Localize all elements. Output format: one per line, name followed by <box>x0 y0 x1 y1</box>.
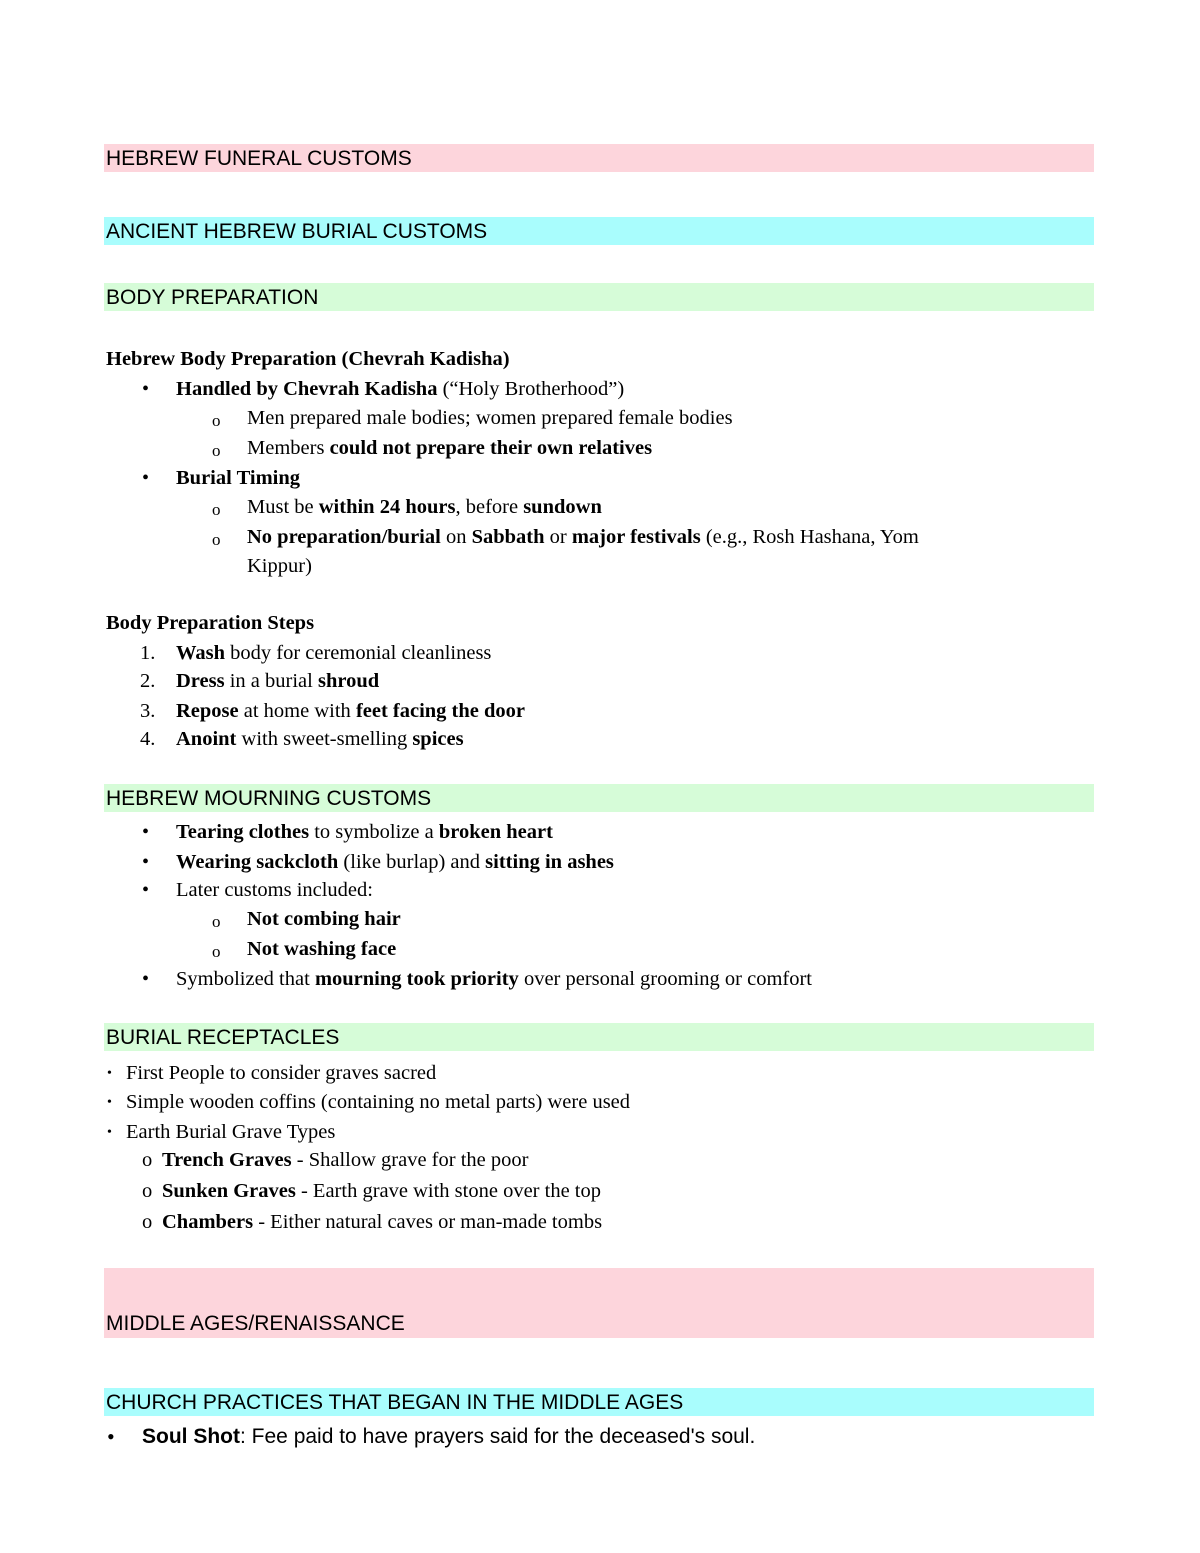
receptacle-grave-types: Earth Burial Grave Types <box>126 1121 336 1143</box>
step-number: 4. <box>140 728 156 750</box>
step-number: 1. <box>140 642 156 664</box>
mourning-not-washing-face: Not washing face <box>247 938 397 960</box>
bullet-glyph: • <box>142 821 150 843</box>
bullet-glyph: • <box>107 1424 115 1449</box>
steps-title: Body Preparation Steps <box>106 612 315 634</box>
sub-bullet-glyph: o <box>212 530 221 549</box>
sub-bullet-glyph: o <box>212 411 221 430</box>
heading-burial-receptacles: BURIAL RECEPTACLES <box>104 1023 1094 1051</box>
sub-bullet-glyph: o <box>212 500 221 519</box>
prep-sub-24-hours: Must be within 24 hours, before sundown <box>247 496 602 518</box>
grave-trench: Trench Graves - Shallow grave for the poor <box>162 1149 529 1171</box>
mourning-later-customs: Later customs included: <box>176 879 373 901</box>
circle-bullet-glyph: o <box>142 1149 153 1171</box>
mourning-sackcloth: Wearing sackcloth (like burlap) and sitting in ashes <box>176 851 614 873</box>
heading-body-preparation: BODY PREPARATION <box>104 283 1094 311</box>
step-repose: Repose at home with feet facing the door <box>176 700 526 722</box>
bullet-glyph: • <box>142 851 150 873</box>
prep-title: Hebrew Body Preparation (Chevrah Kadisha) <box>106 348 510 370</box>
small-bullet-glyph: • <box>107 1095 112 1110</box>
grave-sunken: Sunken Graves - Earth grave with stone over the top <box>162 1180 601 1202</box>
heading-church-practices: CHURCH PRACTICES THAT BEGAN IN THE MIDDLE AGES <box>104 1388 1094 1416</box>
circle-bullet-glyph: o <box>142 1211 153 1233</box>
step-number: 3. <box>140 700 156 722</box>
prep-sub-members: Members could not prepare their own relatives <box>247 437 653 459</box>
step-dress: Dress in a burial shroud <box>176 670 380 692</box>
step-wash: Wash body for ceremonial cleanliness <box>176 642 492 664</box>
prep-item-burial-timing: Burial Timing <box>176 467 300 489</box>
step-anoint: Anoint with sweet-smelling spices <box>176 728 464 750</box>
bullet-glyph: • <box>142 378 150 400</box>
sub-bullet-glyph: o <box>212 441 221 460</box>
mourning-not-combing-hair: Not combing hair <box>247 908 401 930</box>
circle-bullet-glyph: o <box>142 1180 153 1202</box>
step-number: 2. <box>140 670 156 692</box>
small-bullet-glyph: • <box>107 1066 112 1081</box>
heading-middle-ages-renaissance: MIDDLE AGES/RENAISSANCE <box>104 1268 1094 1338</box>
bullet-glyph: • <box>142 879 150 901</box>
prep-item-handled: Handled by Chevrah Kadisha (“Holy Brotherhood”) <box>176 378 625 400</box>
small-bullet-glyph: • <box>107 1125 112 1140</box>
bullet-glyph: • <box>142 968 150 990</box>
sub-bullet-glyph: o <box>212 942 221 961</box>
prep-sub-men-women: Men prepared male bodies; women prepared female bodies <box>247 407 733 429</box>
prep-sub-no-burial-cont: Kippur) <box>247 555 312 577</box>
heading-ancient-hebrew-burial-customs: ANCIENT HEBREW BURIAL CUSTOMS <box>104 217 1094 245</box>
receptacle-first-people: First People to consider graves sacred <box>126 1062 437 1084</box>
bullet-glyph: • <box>142 467 150 489</box>
grave-chambers: Chambers - Either natural caves or man-made tombs <box>162 1211 603 1233</box>
heading-hebrew-mourning-customs: HEBREW MOURNING CUSTOMS <box>104 784 1094 812</box>
mourning-tearing-clothes: Tearing clothes to symbolize a broken heart <box>176 821 553 843</box>
prep-sub-no-burial: No preparation/burial on Sabbath or major festivals (e.g., Rosh Hashana, Yom <box>247 526 919 548</box>
receptacle-wooden-coffins: Simple wooden coffins (containing no metal parts) were used <box>126 1091 631 1113</box>
heading-hebrew-funeral-customs: HEBREW FUNERAL CUSTOMS <box>104 144 1094 172</box>
mourning-symbolized: Symbolized that mourning took priority over personal grooming or comfort <box>176 968 812 990</box>
sub-bullet-glyph: o <box>212 912 221 931</box>
church-soul-shot: Soul Shot: Fee paid to have prayers said for the deceased's soul. <box>142 1425 756 1448</box>
